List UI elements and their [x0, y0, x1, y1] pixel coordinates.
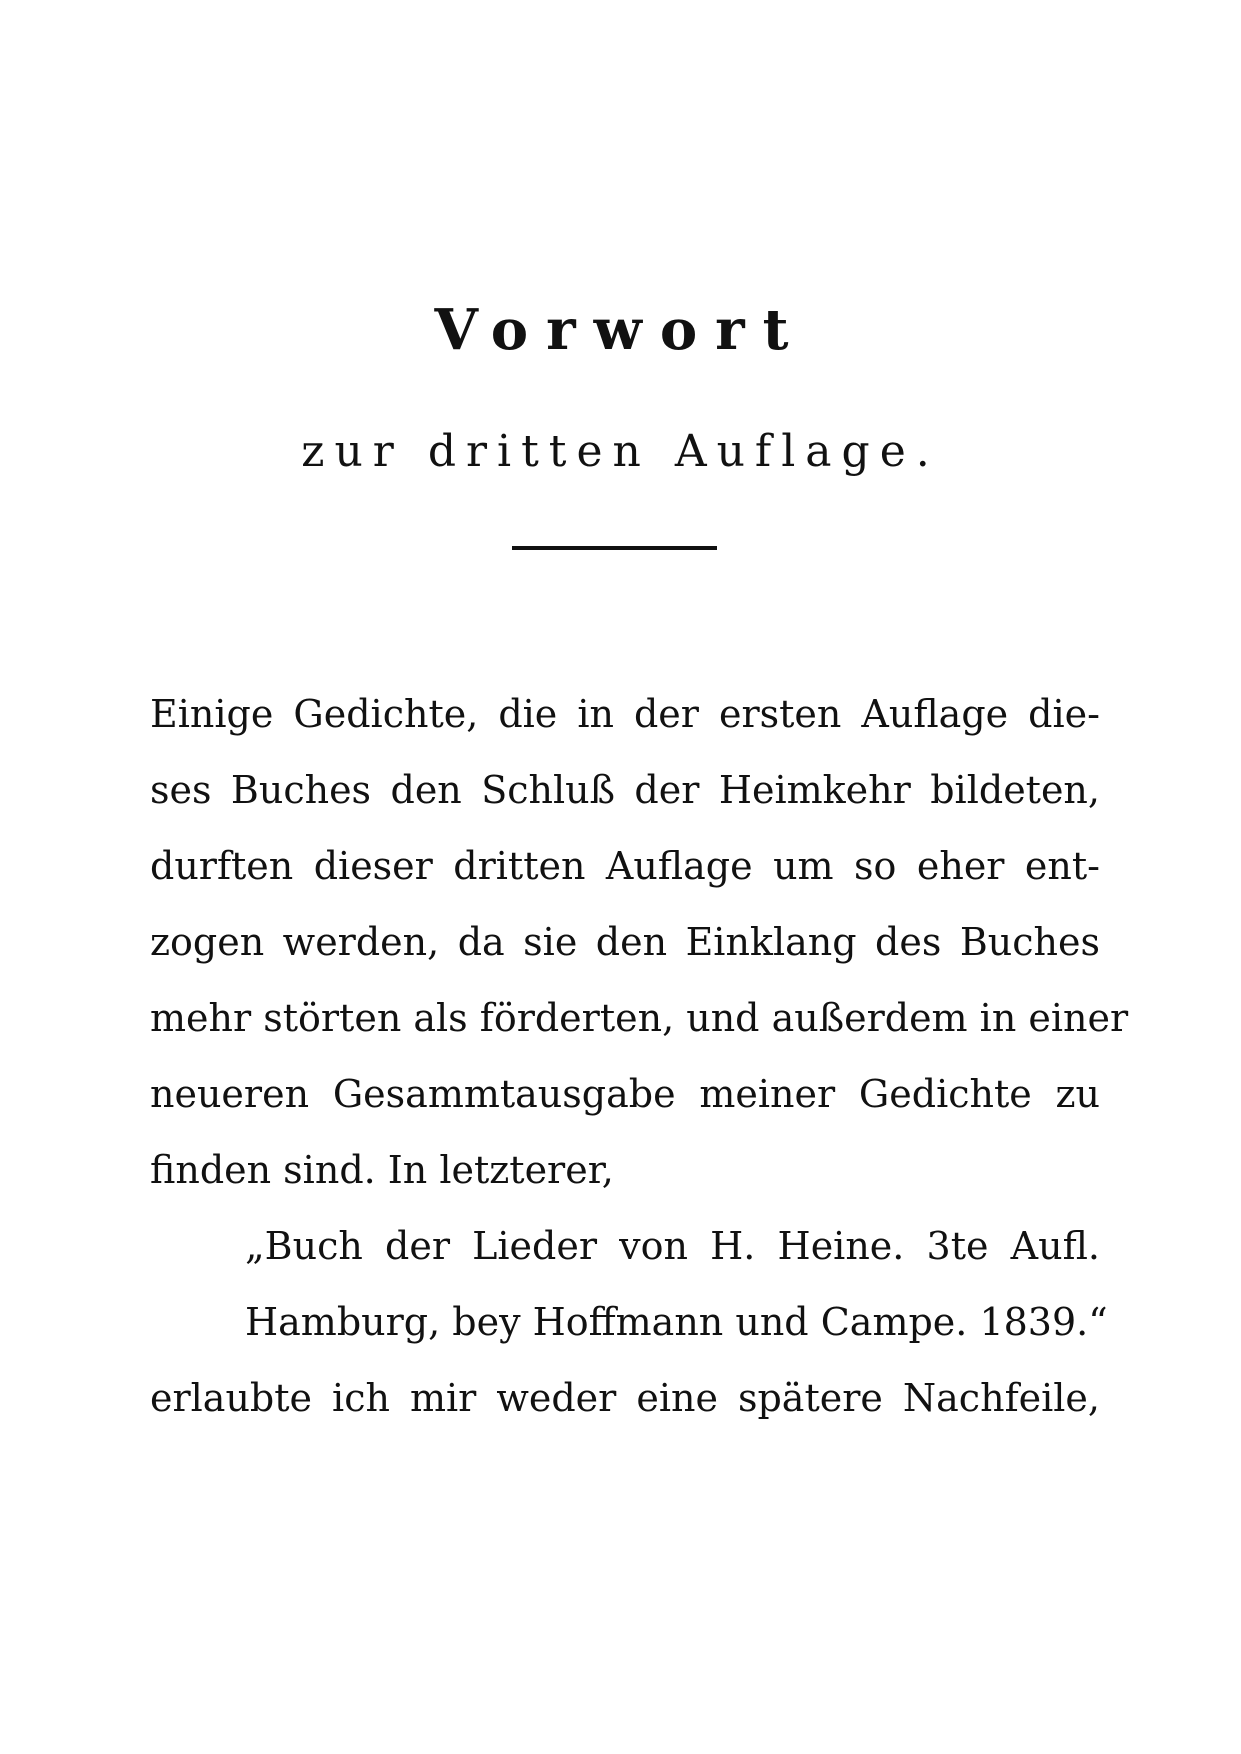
- text-line: erlaubte ich mir weder eine spätere Nachfeile,: [150, 1376, 1100, 1420]
- text-line: ses Buches den Schluß der Heimkehr bildeten,: [150, 768, 1100, 812]
- page-subtitle: zur dritten Auflage.: [301, 426, 940, 477]
- page-title: Vorwort: [434, 297, 807, 363]
- text-line: durften dieser dritten Auflage um so eher ent-: [150, 844, 1100, 888]
- text-line: finden sind. In letzterer,: [150, 1148, 614, 1192]
- text-line: zogen werden, da sie den Einklang des Buches: [150, 920, 1100, 964]
- title-divider: [512, 546, 717, 550]
- text-line: neueren Gesammtausgabe meiner Gedichte zu: [150, 1072, 1100, 1116]
- text-line: Einige Gedichte, die in der ersten Auflage die-: [150, 692, 1100, 736]
- citation-line: „Buch der Lieder von H. Heine. 3te Aufl.: [245, 1224, 1100, 1268]
- body-paragraph: [150, 676, 1129, 1436]
- citation-line: Hamburg, bey Hoffmann und Campe. 1839.“: [245, 1300, 1108, 1344]
- text-line: mehr störten als förderten, und außerdem in einer: [150, 996, 1129, 1040]
